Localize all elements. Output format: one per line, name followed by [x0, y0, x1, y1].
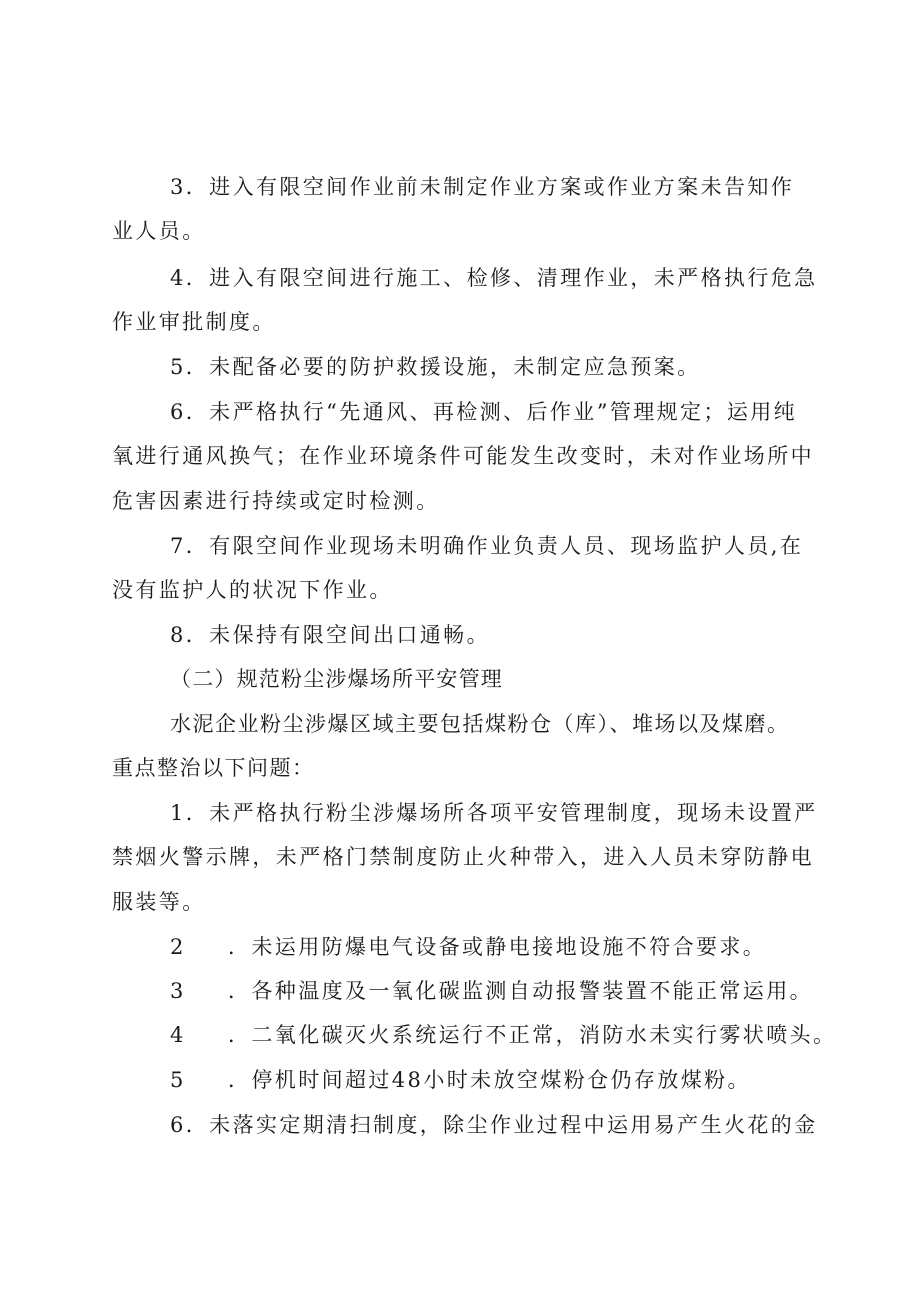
section-heading: （二）规范粉尘涉爆场所平安管理: [170, 667, 503, 691]
paragraph-line: [112, 843, 814, 871]
item-text-continued: 业人员。: [112, 219, 206, 243]
item-number: 1: [170, 801, 186, 825]
paragraph-line: [170, 398, 797, 426]
item-number: 5: [170, 355, 186, 379]
item-number: 4: [170, 1023, 186, 1047]
item-text: ．未落实定期清扫制度，除尘作业过程中运用易产生火花的金: [185, 1113, 818, 1137]
item-number: 2: [170, 935, 186, 959]
paragraph-line: [170, 977, 813, 1005]
item-text-continued: 服装等。: [112, 890, 206, 914]
paragraph-line: [170, 353, 701, 381]
item-text: ．未运用防爆电气设备或静电接地设施不符合要求。: [228, 935, 767, 959]
item-text-continued: 危害因素进行持续或定时检测。: [112, 489, 440, 513]
paragraph-line: [170, 1021, 836, 1049]
paragraph-line: [170, 173, 794, 201]
item-text: ．停机时间超过48小时未放空煤粉仓仍存放煤粉。: [228, 1068, 751, 1092]
item-text: ．未保持有限空间出口通畅。: [185, 623, 490, 647]
item-number: 5: [170, 1068, 186, 1092]
paragraph-line: [170, 1066, 751, 1094]
paragraph-line: [112, 888, 206, 916]
section-intro: 水泥企业粉尘涉爆区域主要包括煤粉仓（库）、堆场以及煤磨。: [170, 712, 790, 736]
item-text: ．未配备必要的防护救援设施，未制定应急预案。: [185, 355, 701, 379]
item-text: ．各种温度及一氧化碳监测自动报警装置不能正常运用。: [228, 979, 813, 1003]
paragraph-line: [112, 487, 440, 515]
item-text-continued: 作业审批制度。: [112, 310, 276, 334]
item-number: 3: [170, 979, 186, 1003]
paragraph-line: [112, 217, 206, 245]
paragraph-line: [170, 532, 803, 560]
paragraph-line: [170, 621, 490, 649]
paragraph-line: [112, 442, 814, 470]
item-text: ．未严格执行粉尘涉爆场所各项平安管理制度，现场未设置严: [185, 801, 818, 825]
item-text: ．未严格执行“先通风、再检测、后作业”管理规定；运用纯: [185, 400, 798, 424]
section-intro-continued: 重点整治以下问题：: [112, 756, 315, 780]
item-text: ．有限空间作业现场未明确作业负责人员、现场监护人员,在: [185, 534, 804, 558]
paragraph-line: [112, 576, 393, 604]
item-number: 6: [170, 400, 186, 424]
paragraph-line: [170, 264, 818, 292]
item-number: 6: [170, 1113, 186, 1137]
paragraph-line: [170, 799, 818, 827]
item-number: 3: [170, 175, 186, 199]
item-number: 8: [170, 623, 186, 647]
item-text-continued: 氧进行通风换气；在作业环境条件可能发生改变时，未对作业场所中: [112, 444, 814, 468]
item-text-continued: 没有监护人的状况下作业。: [112, 578, 393, 602]
item-text: ．进入有限空间进行施工、检修、清理作业，未严格执行危急: [185, 266, 818, 290]
item-number: 7: [170, 534, 186, 558]
item-text-continued: 禁烟火警示牌，未严格门禁制度防止火种带入，进入人员未穿防静电: [112, 845, 814, 869]
item-text: ．二氧化碳灭火系统运行不正常，消防水未实行雾状喷头。: [228, 1023, 837, 1047]
paragraph-line: [170, 933, 766, 961]
paragraph-line: [112, 308, 276, 336]
item-text: ．进入有限空间作业前未制定作业方案或作业方案未告知作: [185, 175, 795, 199]
item-number: 4: [170, 266, 186, 290]
paragraph-line: [170, 1111, 818, 1139]
